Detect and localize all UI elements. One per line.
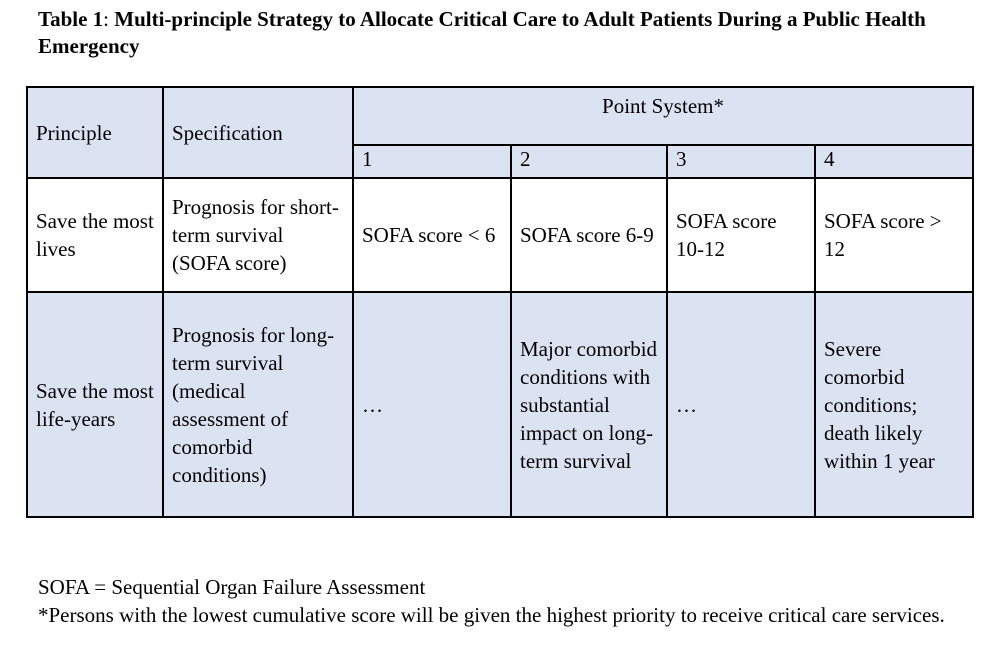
header-specification: Specification [163, 87, 353, 178]
header-point-system: Point System* [353, 87, 973, 145]
row-point-4: SOFA score > 12 [815, 178, 973, 292]
header-principle: Principle [27, 87, 163, 178]
row-point-4: Severe comorbid conditions; death likely within 1 year [815, 292, 973, 517]
footnotes [38, 573, 998, 629]
row-point-1: … [353, 292, 511, 517]
row-principle: Save the most lives [27, 178, 163, 292]
table-row [27, 292, 973, 517]
header-point-4: 4 [815, 145, 973, 178]
row-point-3: … [667, 292, 815, 517]
row-specification: Prognosis for long-term survival (medical assessment of comorbid conditions) [163, 292, 353, 517]
caption-title: Multi-principle Strategy to Allocate Critical Care to Adult Patients During a Public Health Emergency [38, 7, 926, 58]
table-row [27, 178, 973, 292]
row-point-1: SOFA score < 6 [353, 178, 511, 292]
allocation-strategy-table [26, 86, 974, 518]
footnote-abbreviation: SOFA = Sequential Organ Failure Assessment [38, 575, 426, 599]
header-point-2: 2 [511, 145, 667, 178]
row-point-2: Major comorbid conditions with substantial impact on long-term survival [511, 292, 667, 517]
footnote-priority: *Persons with the lowest cumulative score will be given the highest priority to receive critical care services. [38, 603, 945, 627]
row-point-3: SOFA score 10-12 [667, 178, 815, 292]
header-point-3: 3 [667, 145, 815, 178]
header-point-1: 1 [353, 145, 511, 178]
row-point-2: SOFA score 6-9 [511, 178, 667, 292]
caption-colon: : [103, 7, 110, 31]
row-specification: Prognosis for short-term survival (SOFA score) [163, 178, 353, 292]
table-caption [38, 6, 996, 60]
row-principle: Save the most life-years [27, 292, 163, 517]
caption-label: Table 1 [38, 7, 104, 31]
